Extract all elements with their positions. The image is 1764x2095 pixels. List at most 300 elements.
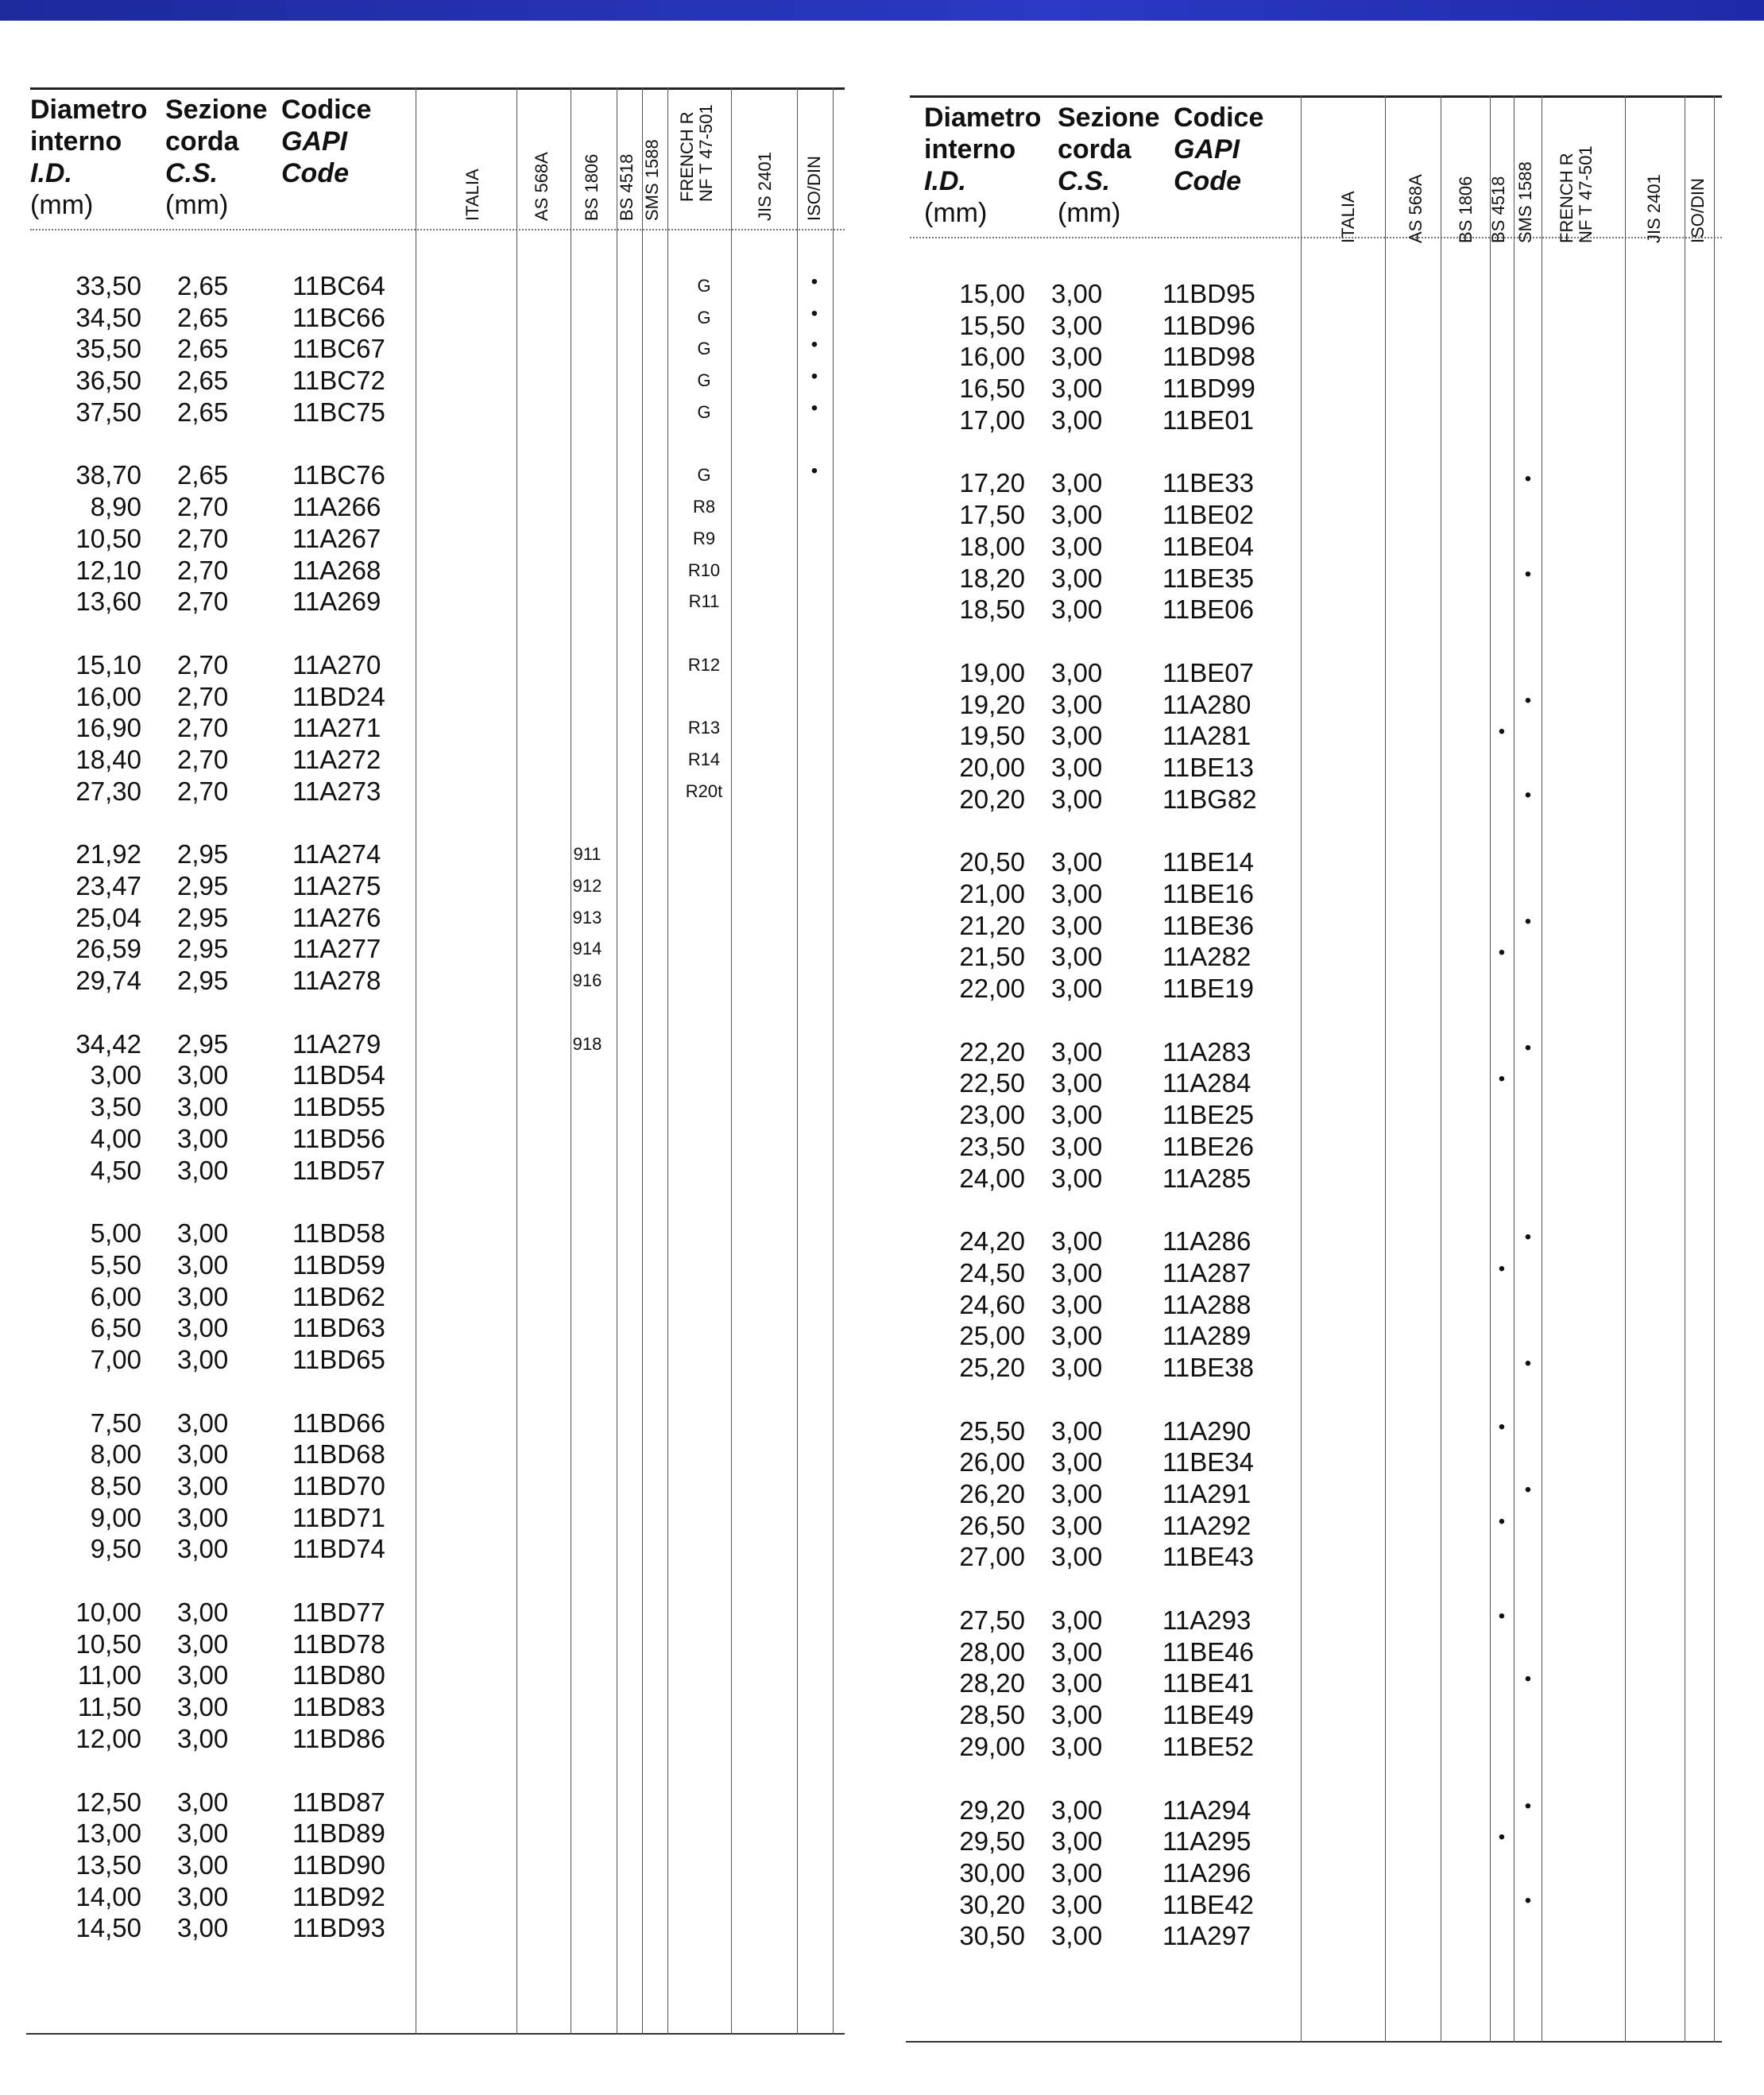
col-header-nft: NF T 47-501 — [696, 104, 716, 202]
cell-code: 11BD57 — [292, 1155, 385, 1185]
table-row — [910, 973, 1722, 1005]
table-row — [30, 1597, 845, 1628]
cell-cs: 3,00 — [1051, 1889, 1103, 1919]
cell-code: 11A271 — [292, 713, 381, 743]
header-id-line1: Diametro — [924, 103, 1042, 133]
cell-code: 11BC76 — [292, 460, 385, 490]
table-row — [30, 870, 845, 902]
cell-id: 13,00 — [75, 1818, 141, 1849]
cell-bs1806: 918 — [572, 1033, 602, 1054]
cell-id: 18,00 — [959, 531, 1025, 561]
cell-code: 11BD87 — [292, 1787, 385, 1817]
cell-cs: 3,00 — [1051, 1826, 1103, 1857]
col-header-isodin: ISO/DIN — [1688, 178, 1708, 243]
header-code-line1: Codice — [281, 95, 372, 125]
table-row — [910, 1257, 1722, 1289]
header-id-line3: I.D. — [924, 166, 966, 196]
cell-cs: 3,00 — [1051, 1921, 1103, 1951]
cell-id: 30,50 — [959, 1921, 1025, 1951]
cell-bs1806: 914 — [572, 939, 602, 959]
header-code-line3: Code — [281, 158, 349, 188]
cell-code: 11BD78 — [292, 1628, 385, 1659]
cell-code: 11BD55 — [292, 1092, 385, 1122]
cell-cs: 2,70 — [177, 587, 229, 617]
col-header-sms1588: SMS 1588 — [1515, 161, 1535, 243]
cell-code: 11BD86 — [292, 1723, 385, 1753]
table-bottom-rule — [26, 2033, 845, 2035]
cell-bs4518: • — [1498, 1510, 1506, 1532]
table-row — [910, 1478, 1722, 1510]
col-header-isodin: ISO/DIN — [804, 156, 824, 221]
cell-id: 26,00 — [959, 1447, 1025, 1477]
cell-id: 11,00 — [77, 1660, 141, 1690]
col-header-bs1806: BS 1806 — [1456, 176, 1476, 243]
cell-code: 11BD89 — [292, 1818, 385, 1849]
table-row — [910, 657, 1722, 689]
cell-id: 8,90 — [90, 492, 141, 522]
header-divider — [30, 229, 845, 230]
cell-id: 27,30 — [75, 776, 141, 806]
cell-cs: 3,00 — [177, 1502, 229, 1532]
cell-id: 18,50 — [959, 594, 1025, 625]
cell-code: 11A281 — [1162, 721, 1251, 751]
cell-id: 3,50 — [90, 1092, 141, 1122]
cell-code: 11BD63 — [292, 1313, 385, 1343]
cell-id: 7,00 — [90, 1344, 141, 1374]
cell-code: 11BD68 — [292, 1439, 385, 1470]
cell-sms1588: • — [1524, 1226, 1532, 1249]
cell-cs: 2,65 — [177, 366, 229, 396]
table-row — [30, 776, 845, 807]
cell-code: 11A272 — [292, 744, 381, 774]
cell-code: 11BE34 — [1162, 1447, 1254, 1477]
cell-sms1588: • — [1524, 1479, 1532, 1501]
cell-id: 7,50 — [90, 1408, 141, 1438]
cell-code: 11BE01 — [1162, 405, 1254, 435]
cell-code: 11BE19 — [1162, 974, 1254, 1004]
cell-id: 36,50 — [75, 366, 141, 396]
table-row — [910, 752, 1722, 784]
cell-id: 5,50 — [90, 1249, 141, 1280]
cell-code: 11A270 — [292, 649, 381, 680]
cell-cs: 3,00 — [177, 1344, 229, 1374]
cell-cs: 2,95 — [177, 839, 229, 869]
col-header-bs4518: BS 4518 — [1488, 176, 1508, 243]
cell-cs: 3,00 — [1051, 689, 1103, 719]
table-row — [910, 1415, 1722, 1447]
cell-id: 25,50 — [959, 1415, 1025, 1446]
cell-id: 6,00 — [90, 1281, 141, 1311]
cell-cs: 3,00 — [1051, 974, 1103, 1004]
table-row — [30, 491, 845, 523]
cell-code: 11BD59 — [292, 1249, 385, 1280]
cell-id: 29,50 — [959, 1826, 1025, 1857]
cell-id: 8,00 — [90, 1439, 141, 1470]
cell-cs: 3,00 — [1051, 563, 1103, 593]
cell-code: 11BE02 — [1162, 500, 1254, 530]
cell-cs: 3,00 — [1051, 752, 1103, 782]
header-cs-line1: Sezione — [165, 95, 268, 125]
table-row — [30, 1155, 845, 1187]
table-row — [30, 933, 845, 965]
cell-id: 16,90 — [75, 713, 141, 743]
col-header-nft: NF T 47-501 — [1576, 145, 1596, 243]
row-group — [30, 649, 845, 807]
table-row — [30, 302, 845, 334]
cell-code: 11A286 — [1162, 1226, 1251, 1257]
cell-cs: 3,00 — [1051, 784, 1103, 814]
cell-id: 10,00 — [75, 1597, 141, 1628]
cell-id: 4,00 — [90, 1123, 141, 1153]
header-id-line1: Diametro — [30, 95, 148, 125]
cell-code: 11BE35 — [1162, 563, 1254, 593]
cell-cs: 3,00 — [1051, 1700, 1103, 1730]
cell-cs: 3,00 — [177, 1723, 229, 1753]
cell-code: 11A282 — [1162, 942, 1251, 972]
cell-cs: 2,95 — [177, 871, 229, 900]
cell-cs: 3,00 — [177, 1628, 229, 1659]
header-cs-unit: (mm) — [1058, 198, 1121, 228]
cell-code: 11A267 — [292, 523, 381, 553]
cell-cs: 3,00 — [1051, 374, 1103, 404]
cell-cs: 2,95 — [177, 1028, 229, 1059]
table-row — [30, 523, 845, 555]
cell-id: 15,50 — [959, 310, 1025, 340]
table-row — [910, 1036, 1722, 1068]
cell-id: 22,50 — [959, 1068, 1025, 1098]
table-row — [30, 1344, 845, 1376]
cell-cs: 2,70 — [177, 523, 229, 553]
cell-code: 11BE52 — [1162, 1731, 1254, 1761]
table-row — [30, 681, 845, 713]
cell-cs: 3,00 — [177, 1534, 229, 1564]
cell-id: 12,10 — [75, 555, 141, 585]
row-group — [30, 270, 845, 428]
cell-french: G — [697, 370, 711, 391]
cell-cs: 3,00 — [177, 1818, 229, 1849]
cell-id: 35,50 — [75, 334, 141, 364]
cell-id: 10,50 — [75, 523, 141, 553]
table-row — [30, 1028, 845, 1060]
cell-id: 26,59 — [75, 934, 141, 964]
header-cs — [165, 94, 267, 221]
cell-cs: 3,00 — [1051, 531, 1103, 561]
cell-code: 11BD90 — [292, 1849, 385, 1880]
cell-code: 11BD62 — [292, 1281, 385, 1311]
cell-cs: 3,00 — [1051, 1542, 1103, 1572]
cell-code: 11BD96 — [1162, 310, 1255, 340]
cell-id: 13,60 — [75, 587, 141, 617]
cell-cs: 3,00 — [177, 1597, 229, 1628]
cell-id: 37,50 — [75, 397, 141, 427]
cell-cs: 2,95 — [177, 902, 229, 932]
header-cs — [1058, 102, 1159, 229]
header-cs-line1: Sezione — [1058, 103, 1160, 133]
cell-cs: 3,00 — [177, 1849, 229, 1880]
header-cs-unit: (mm) — [165, 190, 229, 220]
row-group — [910, 1795, 1722, 1952]
cell-french: R14 — [687, 749, 721, 769]
cell-cs: 2,70 — [177, 649, 229, 680]
table-bottom-rule — [906, 2041, 1722, 2043]
cell-bs4518: • — [1498, 1826, 1506, 1849]
cell-id: 24,20 — [959, 1226, 1025, 1257]
cell-bs4518: • — [1498, 721, 1506, 743]
table-row — [30, 1123, 845, 1155]
cell-id: 23,47 — [75, 871, 141, 900]
cell-isodin: • — [810, 302, 818, 324]
cell-cs: 2,70 — [177, 776, 229, 806]
cell-code: 11BD99 — [1162, 374, 1255, 404]
cell-code: 11BD24 — [292, 681, 385, 711]
cell-cs: 3,00 — [1051, 500, 1103, 530]
cell-code: 11A278 — [292, 966, 381, 996]
cell-french: G — [697, 339, 711, 359]
cell-cs: 3,00 — [1051, 1100, 1103, 1130]
header-code — [281, 94, 371, 189]
cell-cs: 2,70 — [177, 744, 229, 774]
table-row — [910, 1099, 1722, 1131]
table-row — [910, 1826, 1722, 1857]
cell-code: 11A269 — [292, 587, 381, 617]
cell-code: 11BD70 — [292, 1471, 385, 1501]
table-row — [910, 784, 1722, 815]
cell-id: 24,50 — [959, 1257, 1025, 1288]
table-row — [30, 397, 845, 428]
cell-cs: 3,00 — [1051, 1605, 1103, 1636]
table-row — [910, 1889, 1722, 1921]
cell-french: G — [697, 401, 711, 422]
cell-id: 11,50 — [77, 1692, 141, 1722]
table-row — [910, 720, 1722, 752]
cell-id: 24,60 — [959, 1289, 1025, 1319]
cell-id: 29,74 — [75, 966, 141, 996]
cell-code: 11A274 — [292, 839, 381, 869]
row-group — [910, 1415, 1722, 1573]
cell-cs: 3,00 — [1051, 405, 1103, 435]
cell-id: 18,40 — [75, 744, 141, 774]
cell-code: 11BD54 — [292, 1060, 385, 1090]
cell-id: 8,50 — [90, 1471, 141, 1501]
cell-code: 11BE14 — [1162, 847, 1254, 877]
cell-code: 11BE06 — [1162, 594, 1254, 625]
cell-code: 11BD93 — [292, 1913, 385, 1943]
cell-cs: 2,70 — [177, 713, 229, 743]
right-table — [910, 95, 1722, 2043]
right-rows — [910, 278, 1722, 1984]
table-row — [910, 373, 1722, 405]
cell-id: 6,50 — [90, 1313, 141, 1343]
header-divider — [910, 237, 1722, 238]
cell-cs: 3,00 — [1051, 657, 1103, 687]
col-header-italia: ITALIA — [462, 168, 482, 221]
cell-isodin: • — [810, 334, 818, 356]
cell-bs4518: • — [1498, 1068, 1506, 1090]
cell-id: 22,00 — [959, 974, 1025, 1004]
table-row — [910, 1352, 1722, 1384]
cell-sms1588: • — [1524, 784, 1532, 806]
cell-code: 11A293 — [1162, 1605, 1251, 1636]
table-row — [30, 1502, 845, 1534]
row-group — [910, 1605, 1722, 1762]
cell-code: 11BD95 — [1162, 279, 1255, 308]
cell-cs: 3,00 — [1051, 279, 1103, 308]
cell-id: 14,50 — [75, 1913, 141, 1943]
cell-code: 11BE46 — [1162, 1636, 1254, 1667]
cell-id: 34,50 — [75, 302, 141, 332]
cell-cs: 2,65 — [177, 334, 229, 364]
cell-cs: 3,00 — [177, 1218, 229, 1249]
cell-id: 17,00 — [959, 405, 1025, 435]
table-row — [910, 1636, 1722, 1668]
table-row — [910, 310, 1722, 342]
cell-id: 29,20 — [959, 1795, 1025, 1825]
cell-bs1806: 911 — [573, 844, 602, 865]
table-row — [30, 712, 845, 744]
cell-code: 11BC75 — [292, 397, 385, 427]
table-row — [910, 1731, 1722, 1763]
cell-code: 11BE26 — [1162, 1131, 1254, 1161]
cell-id: 17,50 — [959, 500, 1025, 530]
header-cs-line3: C.S. — [1058, 166, 1111, 196]
cell-cs: 3,00 — [177, 1092, 229, 1122]
cell-id: 38,70 — [75, 460, 141, 490]
cell-code: 11BD56 — [292, 1123, 385, 1153]
cell-cs: 3,00 — [177, 1123, 229, 1153]
header-id-unit: (mm) — [30, 190, 94, 220]
cell-cs: 3,00 — [177, 1660, 229, 1690]
cell-bs1806: 916 — [572, 970, 602, 991]
cell-cs: 2,65 — [177, 460, 229, 490]
table-row — [30, 1439, 845, 1470]
table-row — [910, 1131, 1722, 1163]
cell-code: 11BE36 — [1162, 910, 1254, 940]
table-row — [30, 459, 845, 491]
cell-id: 21,50 — [959, 942, 1025, 972]
cell-id: 20,20 — [959, 784, 1025, 814]
cell-id: 4,50 — [90, 1155, 141, 1185]
cell-code: 11A285 — [1162, 1163, 1251, 1193]
header-code-line3: Code — [1174, 166, 1241, 196]
cell-cs: 3,00 — [1051, 1857, 1103, 1888]
cell-id: 5,00 — [90, 1218, 141, 1249]
table-row — [910, 1920, 1722, 1952]
table-row — [910, 278, 1722, 310]
cell-cs: 3,00 — [1051, 1068, 1103, 1098]
row-group — [910, 467, 1722, 625]
cell-bs1806: 913 — [572, 907, 602, 927]
cell-french: R13 — [687, 718, 721, 738]
cell-french: R9 — [692, 528, 716, 548]
cell-code: 11BE13 — [1162, 752, 1254, 782]
cell-bs4518: • — [1498, 1257, 1506, 1280]
cell-id: 16,00 — [75, 681, 141, 711]
cell-id: 13,50 — [75, 1849, 141, 1880]
table-row — [30, 744, 845, 776]
cell-code: 11A292 — [1162, 1510, 1251, 1540]
cell-code: 11A294 — [1162, 1795, 1251, 1825]
cell-cs: 2,70 — [177, 681, 229, 711]
cell-cs: 3,00 — [177, 1249, 229, 1280]
cell-cs: 2,65 — [177, 302, 229, 332]
table-row — [910, 1605, 1722, 1636]
cell-code: 11A280 — [1162, 689, 1251, 719]
cell-french: R10 — [687, 560, 721, 580]
col-header-sms1588: SMS 1588 — [642, 139, 662, 221]
cell-id: 19,20 — [959, 689, 1025, 719]
cell-id: 23,50 — [959, 1131, 1025, 1161]
cell-code: 11BE38 — [1162, 1352, 1254, 1382]
cell-code: 11BC67 — [292, 334, 385, 364]
table-row — [910, 1667, 1722, 1699]
cell-french: R11 — [688, 591, 720, 612]
row-group — [30, 1028, 845, 1186]
cell-code: 11BD98 — [1162, 342, 1255, 372]
header-id-line2: interno — [924, 134, 1016, 165]
cell-code: 11A290 — [1162, 1415, 1251, 1446]
cell-code: 11A275 — [292, 871, 381, 900]
cell-french: G — [697, 465, 711, 486]
cell-code: 11BE49 — [1162, 1700, 1254, 1730]
cell-cs: 3,00 — [1051, 721, 1103, 751]
cell-id: 24,00 — [959, 1163, 1025, 1193]
cell-id: 21,20 — [959, 910, 1025, 940]
cell-cs: 3,00 — [177, 1913, 229, 1943]
cell-code: 11BE07 — [1162, 657, 1254, 687]
cell-isodin: • — [810, 397, 818, 419]
col-header-jis2401: JIS 2401 — [1644, 174, 1664, 243]
table-row — [30, 365, 845, 397]
cell-cs: 3,00 — [1051, 847, 1103, 877]
table-row — [910, 1320, 1722, 1352]
col-header-as568a: AS 568A — [1406, 174, 1426, 243]
cell-bs4518: • — [1498, 942, 1506, 964]
row-group — [910, 278, 1722, 436]
cell-bs4518: • — [1498, 1415, 1506, 1438]
table-row — [30, 1091, 845, 1123]
table-row — [910, 1067, 1722, 1099]
col-header-bs4518: BS 4518 — [617, 153, 636, 221]
cell-code: 11A284 — [1162, 1068, 1251, 1098]
cell-cs: 3,00 — [1051, 1321, 1103, 1351]
row-group — [910, 657, 1722, 815]
cell-cs: 3,00 — [1051, 468, 1103, 498]
left-rows — [30, 270, 845, 1976]
cell-id: 26,20 — [959, 1479, 1025, 1508]
header-cs-line3: C.S. — [165, 158, 219, 188]
cell-code: 11BE42 — [1162, 1889, 1254, 1919]
cell-cs: 3,00 — [1051, 1510, 1103, 1540]
table-row — [30, 1628, 845, 1660]
cell-cs: 3,00 — [1051, 879, 1103, 908]
cell-cs: 3,00 — [1051, 1226, 1103, 1257]
table-row — [30, 1787, 845, 1818]
table-row — [30, 1249, 845, 1281]
table-row — [910, 1446, 1722, 1478]
cell-sms1588: • — [1524, 1889, 1532, 1911]
cell-code: 11BE43 — [1162, 1542, 1254, 1572]
cell-id: 23,00 — [959, 1100, 1025, 1130]
table-row — [910, 563, 1722, 594]
header-code — [1174, 102, 1263, 197]
table-row — [30, 1849, 845, 1881]
cell-id: 14,00 — [75, 1881, 141, 1911]
cell-id: 25,00 — [959, 1321, 1025, 1351]
cell-cs: 3,00 — [1051, 910, 1103, 940]
table-row — [910, 1226, 1722, 1257]
col-header-jis2401: JIS 2401 — [755, 152, 775, 221]
header-code-line2: GAPI — [281, 126, 348, 157]
